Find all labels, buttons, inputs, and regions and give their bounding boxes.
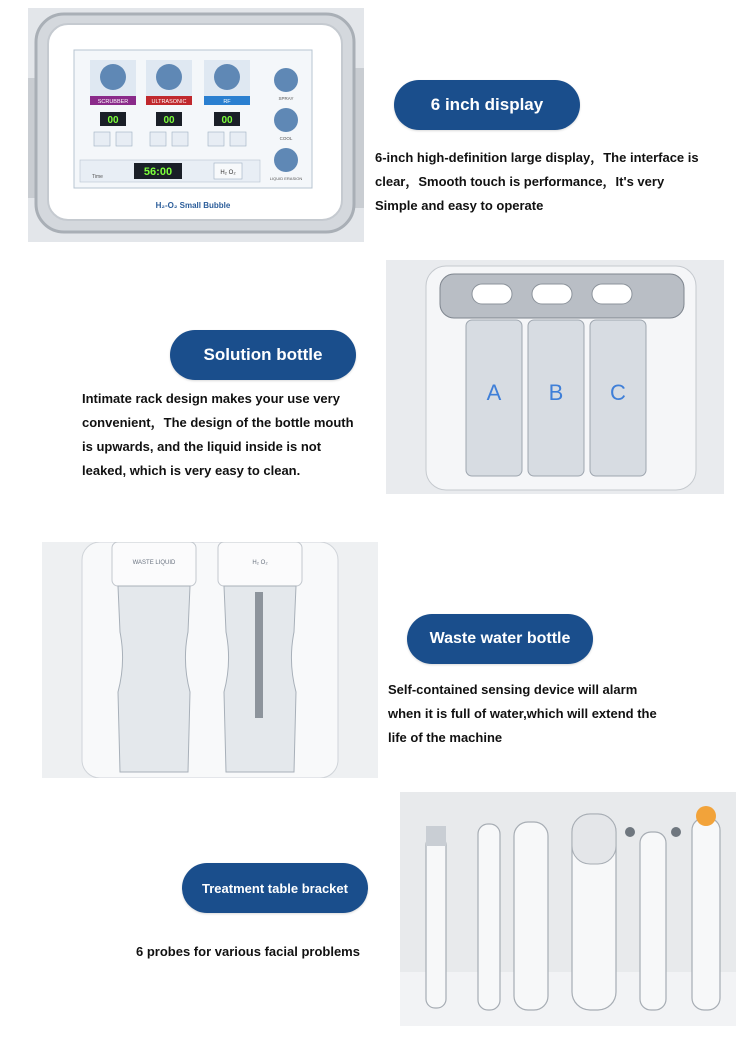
waste-cap-label: WASTE LIQUID xyxy=(132,560,176,566)
treatment-description xyxy=(136,940,360,964)
side-mode-cool: COOL xyxy=(279,136,293,141)
solution-line-2: convenient，The design of the bottle mouth xyxy=(82,415,354,430)
probes-photo xyxy=(400,792,736,1026)
display-line-2: clear，Smooth touch is performance，It's very xyxy=(375,174,665,189)
h2o2-button: H₂ O₂ xyxy=(220,170,236,176)
treatment-line-1: 6 probes for various facial problems xyxy=(136,944,360,959)
mode-scrubber: SCRUBBER xyxy=(97,99,129,105)
timer-readout: 56:00 xyxy=(143,166,173,178)
heading-solution-bottle: Solution bottle xyxy=(170,330,356,380)
brand-label: H₂-O₂ Small Bubble xyxy=(155,201,231,210)
level-rf: 00 xyxy=(221,115,233,126)
display-photo xyxy=(28,8,364,242)
display-line-1: 6-inch high-definition large display，The interface is xyxy=(375,150,699,165)
mode-rf: RF xyxy=(223,99,231,105)
heading-treatment-bracket: Treatment table bracket xyxy=(182,863,368,913)
waste-description xyxy=(388,678,657,750)
display-description xyxy=(375,146,699,218)
display-line-3: Simple and easy to operate xyxy=(375,198,544,213)
waste-line-2: when it is full of water,which will extend the xyxy=(388,706,657,721)
solution-line-4: leaked, which is very easy to clean. xyxy=(82,463,301,478)
bottle-b-letter: B xyxy=(548,380,564,405)
time-label: Time xyxy=(92,174,103,180)
side-mode-spray: SPRAY xyxy=(278,96,294,101)
side-mode-liquid: LIQUID ERASION xyxy=(269,176,303,181)
level-ultrasonic: 00 xyxy=(163,115,175,126)
solution-description xyxy=(82,387,354,483)
solution-line-1: Intimate rack design makes your use very xyxy=(82,391,340,406)
h2o2-cap-label: H₂ O₂ xyxy=(252,560,268,566)
waste-line-1: Self-contained sensing device will alarm xyxy=(388,682,638,697)
level-scrubber: 00 xyxy=(107,115,119,126)
waste-bottle-photo xyxy=(42,542,378,778)
solution-bottle-photo xyxy=(386,260,724,494)
bottle-c-letter: C xyxy=(610,380,626,405)
heading-waste-bottle: Waste water bottle xyxy=(407,614,593,664)
heading-display: 6 inch display xyxy=(394,80,580,130)
solution-line-3: is upwards, and the liquid inside is not xyxy=(82,439,322,454)
bottle-a-letter: A xyxy=(486,380,502,405)
mode-ultrasonic: ULTRASONIC xyxy=(151,99,187,105)
waste-line-3: life of the machine xyxy=(388,730,503,745)
